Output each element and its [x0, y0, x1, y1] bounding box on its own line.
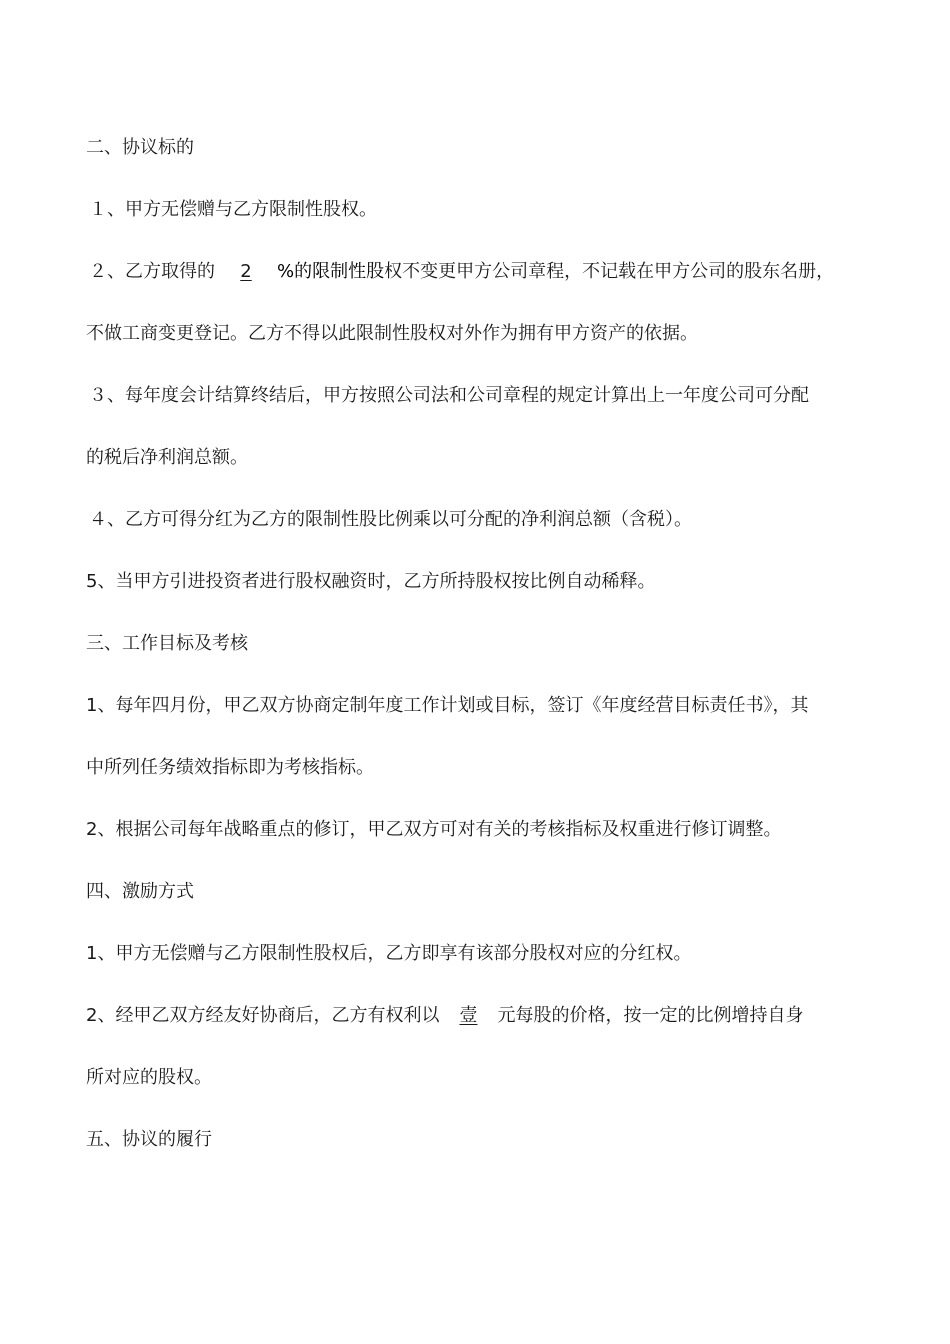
section-heading-5: 五、协议的履行: [86, 1129, 212, 1150]
clause-2-2-pre: ２、乙方取得的: [89, 261, 215, 282]
clause-2-4: ４、乙方可得分红为乙方的限制性股比例乘以可分配的净利润总额（含税）。: [89, 509, 692, 530]
clause-2-2: [86, 256, 876, 287]
clause-4-1: 1、甲方无偿赠与乙方限制性股权后，乙方即享有该部分股权对应的分红权。: [86, 943, 692, 964]
fill-blank-price: 壹: [459, 1005, 478, 1026]
fill-blank-percentage: 2: [240, 261, 252, 282]
clause-4-2-pre: 2、经甲乙双方经友好协商后，乙方有权利以: [86, 1005, 440, 1026]
clause-2-5: 5、当甲方引进投资者进行股权融资时，乙方所持股权按比例自动稀释。: [86, 571, 656, 592]
document-body: [86, 132, 876, 1155]
clause-3-1: 1、每年四月份，甲乙双方协商定制年度工作计划或目标，签订《年度经营目标责任书》，其: [86, 695, 809, 716]
section-heading-2: 二、协议标的: [86, 137, 194, 158]
clause-4-2-post: 元每股的价格，按一定的比例增持自身: [497, 1005, 804, 1026]
clause-3-2: 2、根据公司每年战略重点的修订，甲乙双方可对有关的考核指标及权重进行修订调整。: [86, 819, 782, 840]
clause-2-3: ３、每年度会计结算终结后，甲方按照公司法和公司章程的规定计算出上一年度公司可分配: [89, 385, 809, 406]
clause-3-1-line2: 中所列任务绩效指标即为考核指标。: [86, 757, 374, 778]
clause-4-2: [86, 1000, 876, 1031]
clause-4-2-line2: 所对应的股权。: [86, 1067, 212, 1088]
clause-2-1: １、甲方无偿赠与乙方限制性股权。: [89, 199, 377, 220]
clause-2-2-post: 权不变更甲方公司章程，不记载在甲方公司的股东名册，: [384, 261, 835, 282]
section-heading-3: 三、工作目标及考核: [86, 633, 248, 654]
clause-2-3-line2: 的税后净利润总额。: [86, 447, 248, 468]
section-heading-4: 四、激励方式: [86, 881, 194, 902]
clause-2-2-mid: %的限制性股: [277, 261, 385, 282]
clause-2-2-line2: 不做工商变更登记。乙方不得以此限制性股权对外作为拥有甲方资产的依据。: [86, 323, 698, 344]
